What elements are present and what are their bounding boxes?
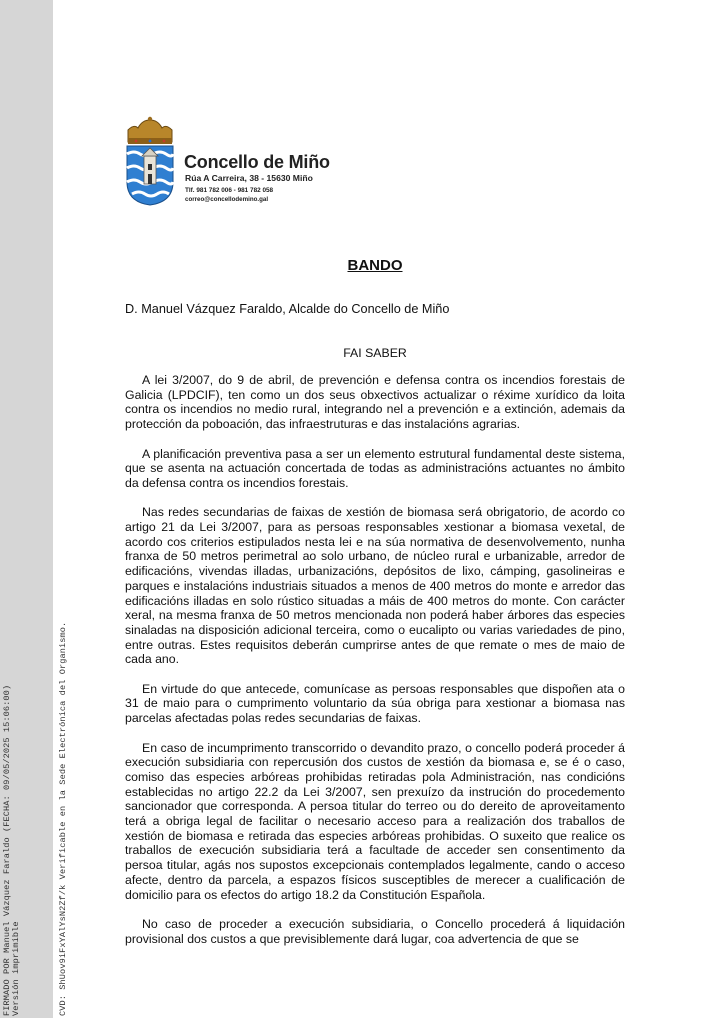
org-address: Rúa A Carreira, 38 - 15630 Miño: [185, 173, 313, 183]
document-body: [125, 373, 625, 961]
body-paragraph: En caso de incumprimento transcorrido o devandito prazo, o concello poderá proceder á execución subsidiaria con repercusión dos custos de xestión da biomasa e, se é o caso, comiso das especies arbóreas prohibidas retiradas pola Administración, nas condicións establecidas no artigo 22.2 da Lei 3/2007, sen prexuízo da instrución do procedemento sancionador que corresponda. A persoa titular do terreo ou do dereito de aproveitamento terá a obriga legal de facilitar o necesario acceso para a realización dos traballos de xestión de biomasa e retirada das especies arbóreas prohibidas. O suxeito que realice os traballos de execución subsidiaria terá a facultade de acceder sen consentimento da persoa titular, agás nos supostos excepcionais contemplados legalmente, cando o acceso afecte, dentro da parcela, a espazos físicos susceptibles de merecer a cualificación de domicilio para os efectos do artigo 18.2 da Constitución Española.: [125, 740, 625, 902]
org-phones: Tlf. 981 782 006 - 981 782 058: [185, 187, 274, 194]
org-email[interactable]: correo@concellodemino.gal: [185, 196, 269, 203]
verification-code: CVD: ShUov9iFxYAlYsN2Zf/k Verificable en la Sede Electrónica del Organismo.: [58, 621, 68, 1016]
body-paragraph: En virtude do que antecede, comunícase as persoas responsables que dispoñen ata o 31 de maio para o cumprimento voluntario da súa obriga para xestionar a biomasa nas parcelas afectadas polas redes secundarias de faixas.: [125, 681, 625, 726]
printable-version-label: Versión imprimible: [11, 921, 21, 1016]
body-paragraph: A planificación preventiva pasa a ser un elemento estrutural fundamental deste sistema, que se asenta na actuación concertada de todas as administracións actuantes no ámbito da defensa contra os incendios forestais.: [125, 446, 625, 490]
coat-of-arms-icon: [124, 116, 176, 206]
org-name: Concello de Miño: [184, 152, 330, 172]
document-subtitle: FAI SABER: [343, 346, 407, 360]
body-paragraph: A lei 3/2007, do 9 de abril, de prevención e defensa contra os incendios forestais de Galicia (LPDCIF), ten como un dos seus obxectivos actualizar o réxime xurídico da loita contra os incendios no medio rural, integrando nel a prevención e a extinción, ademais da protección da poboación, das infraestruturas e das instalacións agrarias.: [125, 373, 625, 432]
signature-line: FIRMADO POR Manuel Vázquez Faraldo (FECHA: 09/05/2025 15:06:00): [2, 684, 12, 1016]
author-line: D. Manuel Vázquez Faraldo, Alcalde do Concello de Miño: [125, 302, 450, 316]
document-title: BANDO: [347, 257, 403, 274]
body-paragraph: No caso de proceder a execución subsidiaria, o Concello procederá á liquidación provisional dos custos a que previsiblemente dará lugar, coa advertencia de que se: [125, 916, 625, 946]
body-paragraph: Nas redes secundarias de faixas de xestión de biomasa será obrigatorio, de acordo co artigo 21 da Lei 3/2007, para as persoas responsables xestionar a biomasa vexetal, de acordo cos criterios estipulados nesta lei e na súa normativa de desenvolvemento, nunha franxa de 50 metros perimetral ao solo urbano, de núcleo rural e urbanizable, arredor de edificacións, vivendas illadas, urbanizacións, depósitos de lixo, cámping, gasolineiras e parques e instalacións industriais situados a menos de 400 metros do monte e arredor das edificacións illadas en solo rústico situadas a máis de 400 metros do monte. Con carácter xeral, na mesma franxa de 50 metros mencionada non poderá haber árbores das especies sinaladas na disposición adicional terceira, como o eucalipto ou varias variedades de pino, entre outras. Estes requisitos deberán cumprirse antes de que remate o mes de maio de cada ano.: [125, 505, 625, 667]
